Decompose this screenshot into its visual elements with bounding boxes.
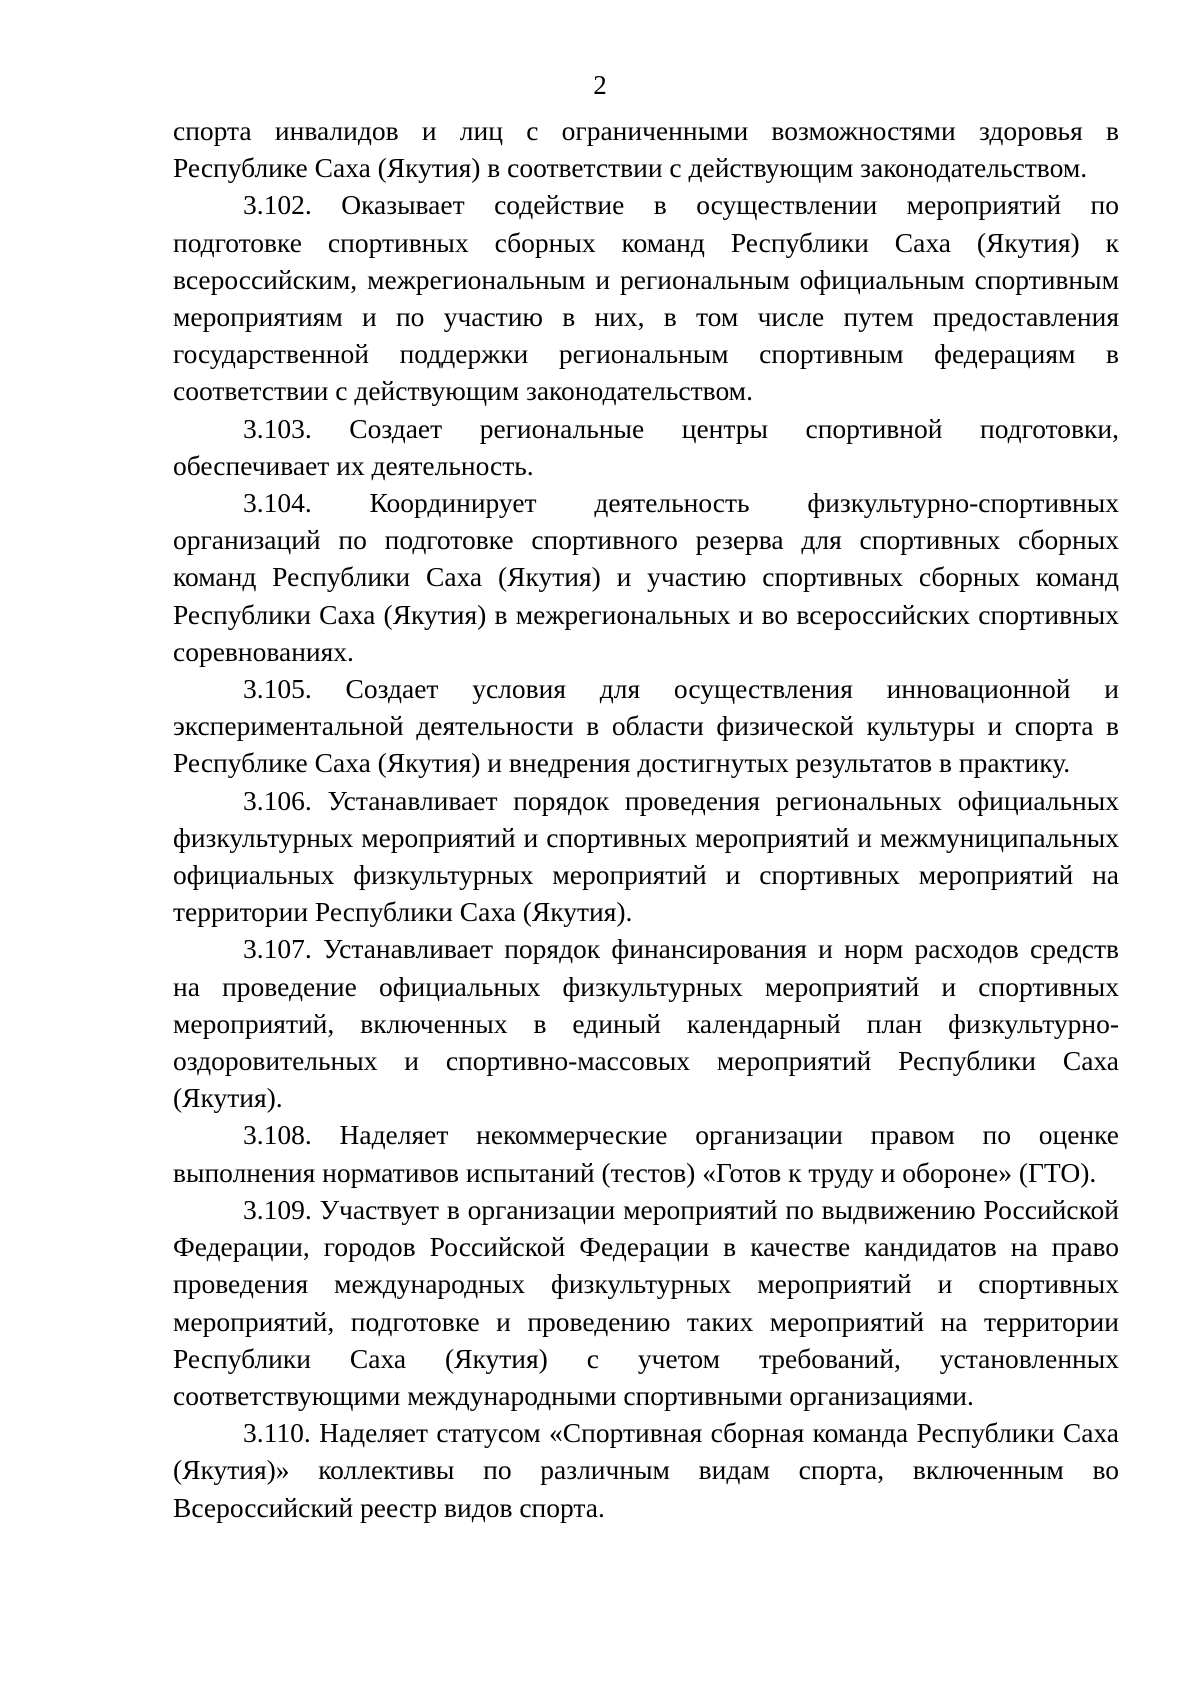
paragraph-continuation: спорта инвалидов и лиц с ограниченными возможностями здоровья в Республике Саха (Якутия) в соответствии с действующим законодательством. [173, 115, 1119, 184]
paragraph-3-106: 3.106. Устанавливает порядок проведения региональных официальных физкультурных мероприятий и спортивных мероприятий и межмуниципальных официальных физкультурных мероприятий и спортивных мероприятий на территории Республики Саха (Якутия). [173, 784, 1119, 928]
paragraph-3-110: 3.110. Наделяет статусом «Спортивная сборная команда Республики Саха (Якутия)» коллективы по различным видам спорта, включенным во Всероссийский реестр видов спорта. [173, 1417, 1119, 1523]
paragraph-3-108: 3.108. Наделяет некоммерческие организации правом по оценке выполнения нормативов испытаний (тестов) «Готов к труду и обороне» (ГТО). [173, 1119, 1119, 1188]
paragraph-3-109: 3.109. Участвует в организации мероприятий по выдвижению Российской Федерации, городов Российской Федерации в качестве кандидатов на право проведения международных физкультурных мероприятий и спортивных мероприятий, подготовке и проведению таких мероприятий на территории Республики Саха (Якутия) с учетом требований, установленных соответствующими международными спортивными организациями. [173, 1193, 1119, 1411]
paragraph-3-102: 3.102. Оказывает содействие в осуществлении мероприятий по подготовке спортивных сборных команд Республики Саха (Якутия) к всероссийским, межрегиональным и региональным официальным спортивным мероприятиям и по участию в них, в том числе путем предоставления государственной поддержки региональным спортивным федерациям в соответствии с действующим законодательством. [173, 189, 1119, 407]
paragraph-3-107: 3.107. Устанавливает порядок финансирования и норм расходов средств на проведение официальных физкультурных мероприятий и спортивных мероприятий, включенных в единый календарный план физкультурно-оздоровительных и спортивно-массовых мероприятий Республики Саха (Якутия). [173, 933, 1119, 1114]
paragraph-3-105: 3.105. Создает условия для осуществления инновационной и экспериментальной деятельности в области физической культуры и спорта в Республике Саха (Якутия) и внедрения достигнутых результатов в практику. [173, 673, 1119, 779]
paragraph-3-103: 3.103. Создает региональные центры спортивной подготовки, обеспечивает их деятельность. [173, 412, 1119, 481]
document-body [173, 112, 1119, 1526]
paragraph-3-104: 3.104. Координирует деятельность физкультурно-спортивных организаций по подготовке спортивного резерва для спортивных сборных команд Республики Саха (Якутия) и участию спортивных сборных команд Республики Саха (Якутия) в межрегиональных и во всероссийских спортивных соревнованиях. [173, 487, 1119, 667]
page-number: 2 [593, 70, 607, 100]
